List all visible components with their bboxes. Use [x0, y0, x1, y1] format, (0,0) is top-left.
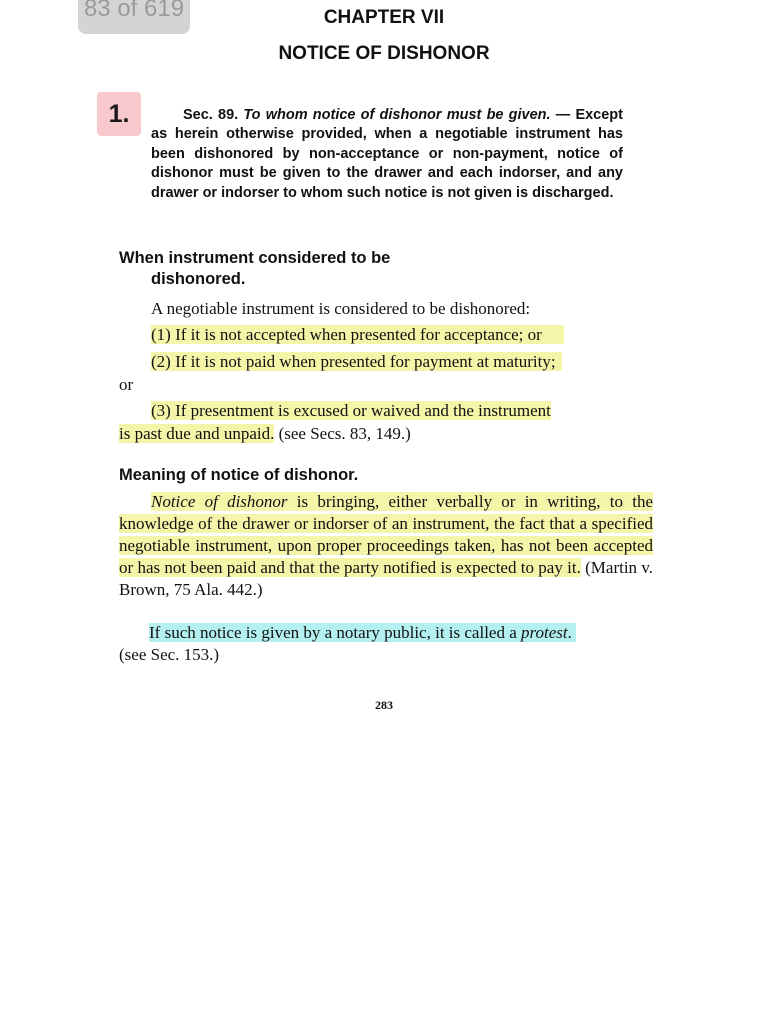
protest-period: . [567, 623, 572, 642]
meaning-citation: (Martin v. Brown, 75 Ala. 442.) [119, 558, 653, 599]
page-number: 283 [375, 698, 393, 712]
dishonored-item-1 [151, 324, 564, 346]
dishonored-item-3-highlight: is past due and unpaid. [119, 424, 275, 443]
chapter-title: NOTICE OF DISHONOR [278, 43, 490, 64]
page-indicator: 83 of 619 [78, 0, 190, 34]
dishonored-item-3-line1 [151, 400, 551, 422]
annotation-badge: 1. [97, 92, 141, 136]
term-notice-of-dishonor: Notice of dishonor [151, 492, 288, 511]
dishonored-item-2-text: (2) If it is not paid when presented for payment at maturity; [151, 352, 562, 371]
section-title: To whom notice of dishonor must be given. — [243, 107, 571, 123]
section-89 [151, 106, 623, 203]
meaning-definition: is bringing, either verbally or in writing, to the knowledge of the drawer or indorser of an instrument, the fact that a specified negotiable instrument, upon proper proceedings taken, has not been accepted or has not been paid and that the party notified is expected to pay it. [119, 492, 653, 577]
dishonored-heading-line1: When instrument considered to be [119, 249, 391, 267]
section-body: Except as herein otherwise provided, when a negotiable instrument has been dishonored by non-acceptance or non-payment, notice of dishonor must be given to the drawer and each indorser, and any drawer or indorser to whom such notice is not given is discharged. [151, 107, 623, 201]
chapter-number: CHAPTER VII [323, 7, 445, 28]
meaning-paragraph-1 [119, 491, 653, 601]
dishonored-item-3-line2 [119, 423, 411, 445]
section-number: Sec. 89. [183, 107, 239, 123]
dishonored-item-2 [151, 351, 562, 373]
protest-sentence: If such notice is given by a notary public, it is called a [149, 623, 522, 642]
dishonored-item-3-text: (3) If presentment is excused or waived and the instrument [151, 401, 551, 420]
dishonored-item-1-text: (1) If it is not accepted when presented for acceptance; or [151, 325, 564, 344]
or-text: or [119, 375, 134, 394]
meaning-heading: Meaning of notice of dishonor. [119, 466, 359, 484]
term-protest: protest [521, 623, 568, 642]
dishonored-intro: A negotiable instrument is considered to be dishonored: [151, 299, 531, 318]
dishonored-heading-line2: dishonored. [151, 270, 246, 288]
dishonored-item-3-citation: (see Secs. 83, 149.) [274, 424, 411, 443]
meaning-paragraph-2 [119, 622, 679, 666]
protest-citation: (see Sec. 153.) [119, 645, 220, 664]
